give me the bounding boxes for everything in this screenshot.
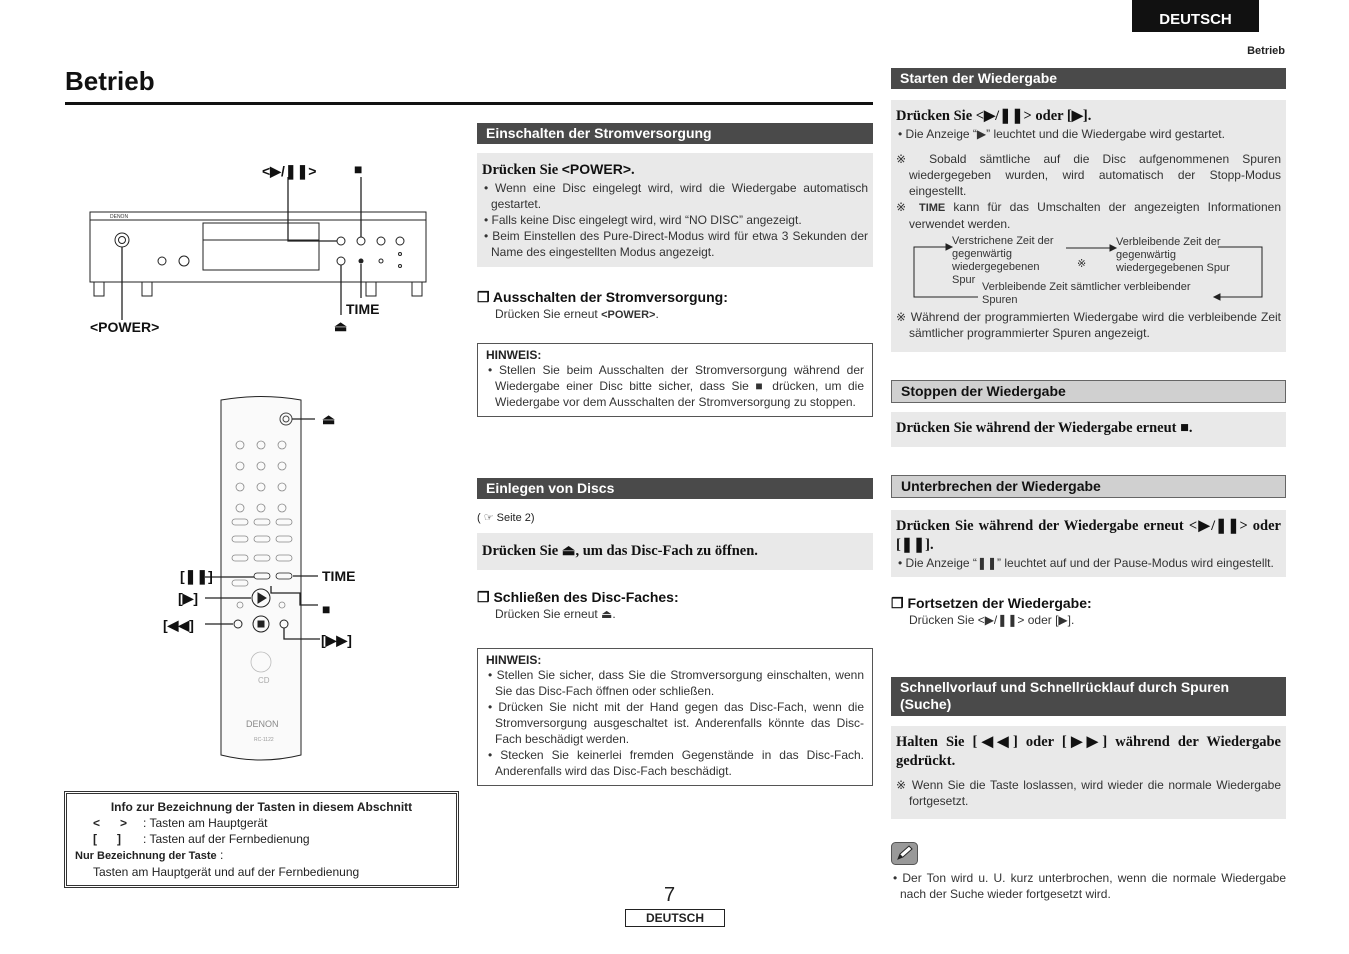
- instr-text: Drücken Sie ⏏, um das Disc-Fach zu öffnen.: [482, 543, 758, 559]
- instr-text: Halten Sie [◀◀] oder [▶▶] während der Wiedergabe gedrückt.: [896, 734, 1281, 769]
- instruction-box: [477, 153, 873, 267]
- sub-heading: ❒ Ausschalten der Stromversorgung:: [477, 289, 728, 305]
- instr-text: Drücken Sie <▶/❚❚> oder [▶].: [896, 108, 1092, 124]
- footer-language: DEUTSCH: [625, 909, 725, 927]
- section-stop: [891, 380, 1286, 447]
- remote-label-pause: [❚❚]: [180, 568, 213, 584]
- instruction-box: [477, 533, 873, 570]
- note-box-2: [477, 648, 873, 786]
- sub-heading: ❒ Schließen des Disc-Faches:: [477, 589, 679, 605]
- bullet: • Falls keine Disc eingelegt wird, wird “NO DISC” angezeigt.: [484, 213, 802, 227]
- remark: ※ TIME kann für das Umschalten der angezeigten Informationen verwendet werden.: [896, 200, 1281, 231]
- page-ref: ( ☞ Seite 2): [477, 512, 535, 524]
- section-pause: [891, 475, 1286, 628]
- diagram-arrows: [896, 232, 1281, 309]
- info-text-both: Tasten am Hauptgerät und auf der Fernbedienung: [93, 865, 360, 879]
- time-display-diagram: [896, 232, 1281, 309]
- label-time: TIME: [346, 301, 380, 317]
- sub-heading: ❒ Fortsetzen der Wiedergabe:: [891, 595, 1092, 611]
- bullet: • Die Anzeige “❚❚” leuchtet auf und der Pause-Modus wird eingestellt.: [898, 556, 1274, 570]
- foot-right: [412, 282, 422, 296]
- instr-text: Drücken Sie: [482, 162, 562, 178]
- section-title: Schnellvorlauf und Schnellrücklauf durch Spuren (Suche): [891, 677, 1286, 716]
- section-power-off: [477, 289, 873, 323]
- section-title: Einlegen von Discs: [477, 478, 873, 499]
- section-title: Unterbrechen der Wiedergabe: [891, 475, 1286, 498]
- instruction-box: [891, 412, 1286, 447]
- label-stop: ■: [354, 161, 363, 177]
- info-sep: :: [216, 848, 224, 862]
- running-head: Betrieb: [1247, 45, 1285, 57]
- instr-text: Drücken Sie während der Wiedergabe erneut ■.: [896, 420, 1193, 436]
- pencil-icon: [891, 842, 918, 865]
- remote-body: [221, 397, 301, 761]
- instruction-box: [891, 100, 1286, 352]
- remark: ※ Während der programmierten Wiedergabe wird die verbleibende Zeit sämtlicher programmierter Spuren angezeigt.: [896, 310, 1281, 340]
- note-box-1: [477, 343, 873, 417]
- note-bullet: • Stecken Sie keinerlei fremden Gegenstände in das Disc-Fach. Anderenfalls wird das Disc-Fach beschädigt.: [488, 748, 864, 778]
- section-search: [891, 677, 1286, 819]
- bullet: • Die Anzeige “▶” leuchtet und die Wiedergabe wird gestartet.: [898, 127, 1225, 141]
- remote-label-next: [▶▶]: [321, 632, 352, 648]
- diagram-remaining-track: Verbleibende Zeit der gegenwärtig wiedergegebenen Spur: [1116, 236, 1230, 274]
- sub-text: Drücken Sie <▶/❚❚> oder [▶].: [909, 613, 1075, 627]
- diagram-mark: ※: [1077, 258, 1087, 270]
- info-sym-main: < >: [93, 816, 128, 830]
- remote-label-stop: ■: [322, 601, 331, 617]
- info-label-both: Nur Bezeichnung der Taste: [75, 850, 217, 862]
- diagram-elapsed: Verstrichene Zeit der gegenwärtig wiedergegebenen Spur: [952, 235, 1054, 286]
- section-title: Einschalten der Stromversorgung: [477, 123, 873, 144]
- label-eject: ⏏: [334, 318, 348, 334]
- foot-left: [94, 282, 104, 296]
- label-power: <POWER>: [90, 319, 160, 335]
- sub-text: Drücken Sie erneut ⏏.: [495, 607, 616, 621]
- instruction-box: [891, 726, 1286, 819]
- language-tab: DEUTSCH: [1132, 0, 1259, 32]
- svg-text:CD: CD: [258, 676, 270, 685]
- note-title: HINWEIS:: [486, 653, 542, 667]
- bullet: • Beim Einstellen des Pure-Direct-Modus wird für etwa 3 Sekunden der Name des eingestellten Modus angezeigt.: [484, 229, 868, 259]
- page-number: 7: [664, 884, 676, 906]
- diagram-remaining-all: Verbleibende Zeit sämtlicher verbleibender Spuren: [982, 281, 1191, 306]
- sub-text: Drücken Sie erneut <POWER>.: [495, 307, 659, 321]
- foot-right-inner: [366, 282, 376, 296]
- note-title: HINWEIS:: [486, 348, 542, 362]
- remote-brand: DENON: [246, 719, 279, 729]
- remote-label-eject: ⏏: [322, 411, 336, 427]
- instr-end: .: [631, 162, 635, 178]
- label-play-pause: <▶/❚❚>: [262, 163, 317, 179]
- title-rule: [65, 102, 873, 105]
- info-sym-remote: [ ]: [93, 832, 121, 846]
- section-power-on: [477, 123, 873, 267]
- memo-text: • Der Ton wird u. U. kurz unterbrochen, wenn die normale Wiedergabe nach der Suche wieder fortgesetzt wird.: [893, 871, 1286, 901]
- instruction-box: [891, 510, 1286, 577]
- instr-key: <POWER>: [561, 161, 631, 177]
- instr-text: Drücken Sie während der Wiedergabe erneut <▶/❚❚> oder [❚❚].: [896, 518, 1281, 553]
- main-unit-illustration: [80, 150, 440, 340]
- brand-logo: DENON: [110, 214, 129, 220]
- info-title: Info zur Bezeichnung der Tasten in diesem Abschnitt: [110, 800, 413, 814]
- note-bullet: • Drücken Sie nicht mit der Hand gegen das Disc-Fach, wenn die Stromversorgung ausgeschaltet ist. Anderenfalls könnte das Disc-Fach beschädigt werden.: [488, 700, 864, 746]
- section-title: Stoppen der Wiedergabe: [891, 380, 1286, 403]
- memo-section: [891, 842, 1286, 902]
- bullet: • Wenn eine Disc eingelegt wird, wird die Wiedergabe automatisch gestartet.: [484, 181, 868, 211]
- section-load: [477, 478, 873, 622]
- page-title: Betrieb: [65, 66, 155, 96]
- remote-label-play: [▶]: [178, 590, 199, 606]
- remote-model: RC-1122: [254, 737, 274, 743]
- key-naming-info-box: [64, 791, 459, 888]
- info-text-main: : Tasten am Hauptgerät: [143, 816, 268, 830]
- note-text: • Stellen Sie beim Ausschalten der Stromversorgung während der Wiedergabe einer Disc bitte sicher, dass Sie ■ drücken, um die Wiedergabe vor dem Ausschalten der Stromversorgung zu stoppen.: [488, 363, 864, 409]
- remark: ※ Wenn Sie die Taste loslassen, wird wieder die normale Wiedergabe fortgesetzt.: [896, 778, 1281, 808]
- section-title: Starten der Wiedergabe: [891, 68, 1286, 89]
- section-start: [891, 68, 1286, 352]
- remark: ※ Sobald sämtliche auf die Disc aufgenommenen Spuren wiedergegeben wurden, wird automatisch der Stopp-Modus eingestellt.: [896, 152, 1281, 198]
- note-bullet: • Stellen Sie sicher, dass Sie die Stromversorgung einschalten, wenn Sie das Disc-Fach öffnen oder schließen.: [488, 668, 864, 698]
- info-text-remote: : Tasten auf der Fernbedienung: [143, 832, 310, 846]
- remote-label-prev: [◀◀]: [163, 617, 194, 633]
- remote-label-time: TIME: [322, 568, 356, 584]
- foot-left-inner: [142, 282, 152, 296]
